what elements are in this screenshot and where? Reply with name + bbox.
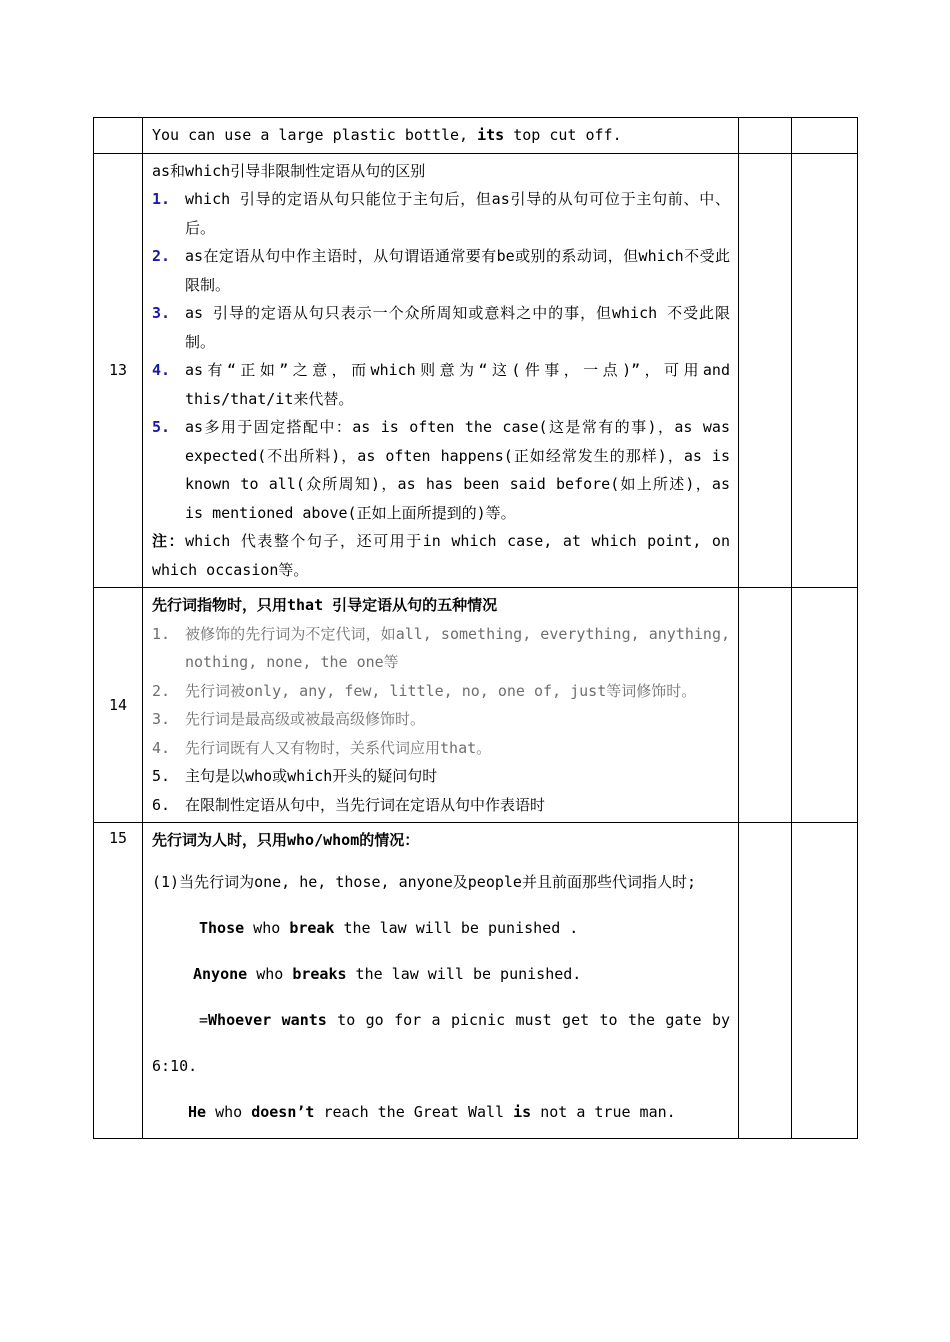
list-item: 3. 先行词是最高级或被最高级修饰时。 <box>152 710 426 728</box>
row-number: 14 <box>94 588 143 823</box>
row-content-cell <box>143 823 739 1139</box>
row-number: 13 <box>94 153 143 588</box>
example-sentence: You can use a large plastic bottle, its top cut off. <box>152 126 622 144</box>
list-item: 2. 先行词被only, any, few, little, no, one of, just等词修饰时。 <box>152 681 697 700</box>
grammar-table <box>93 117 858 1139</box>
table-row <box>94 118 858 154</box>
section-title: 先行词为人时，只用who/whom的情况： <box>152 831 420 849</box>
list-item: 6. 在限制性定语从句中，当先行词在定语从句中作表语时 <box>152 795 546 814</box>
note: 注：which 代表整个句子，还可用于in which case, at which point, on which occasion等。 <box>152 532 730 579</box>
list-item: 5. 主句是以who或which开头的疑问句时 <box>152 767 438 785</box>
list-item: 2. as在定语从句中作主语时，从句谓语通常要有be或别的系动词，但which不受此限制。 <box>152 247 730 294</box>
row-content-cell <box>143 588 739 823</box>
table-row <box>94 823 858 1139</box>
row-number-cell <box>94 118 143 154</box>
table-row <box>94 153 858 588</box>
example-sentence: He who doesn’t reach the Great Wall is not a true man. <box>188 1102 676 1121</box>
empty-cell <box>792 588 858 823</box>
list-item: 1. which 引导的定语从句只能位于主句后，但as引导的从句可位于主句前、中、后。 <box>152 190 730 237</box>
row-content-cell <box>143 153 739 588</box>
empty-cell <box>792 118 858 154</box>
empty-cell <box>792 823 858 1139</box>
example-sentence: Anyone who breaks the law will be punished. <box>193 964 582 983</box>
list-item: 1. 被修饰的先行词为不定代词，如all, something, everything, anything, nothing, none, the one等 <box>152 624 730 671</box>
empty-cell <box>739 823 792 1139</box>
list-item: 5. as多用于固定搭配中：as is often the case(这是常有的事)，as was expected(不出所料)，as often happens(正如经常发生的那样)，as is known to all(众所周知)，as has been said before(如上所述)，as is mentioned above(正如上面所提到的)等。 <box>152 418 730 522</box>
paragraph: (1)当先行词为one, he, those, anyone及people并且前面那些代词指人时; <box>152 872 696 891</box>
row-content-cell <box>143 118 739 154</box>
row-number: 15 <box>94 823 143 1139</box>
section-title: 先行词指物时，只用that 引导定语从句的五种情况 <box>152 596 498 614</box>
empty-cell <box>739 153 792 588</box>
empty-cell <box>739 118 792 154</box>
list-item: 4. as有“正如”之意，而which则意为“这(件事，一点)”，可用and this/that/it来代替。 <box>152 361 730 408</box>
list-item: 4. 先行词既有人又有物时，关系代词应用that。 <box>152 738 492 757</box>
empty-cell <box>792 153 858 588</box>
table-row <box>94 588 858 823</box>
list-item: 3. as 引导的定语从句只表示一个众所周知或意料之中的事，但which 不受此限制。 <box>152 304 730 351</box>
section-title: as和which引导非限制性定语从句的区别 <box>152 161 426 180</box>
empty-cell <box>739 588 792 823</box>
example-sentence: =Whoever wants to go for a picnic must get to the gate by 6:10. <box>152 1010 731 1075</box>
example-sentence: Those who break the law will be punished . <box>199 918 579 937</box>
